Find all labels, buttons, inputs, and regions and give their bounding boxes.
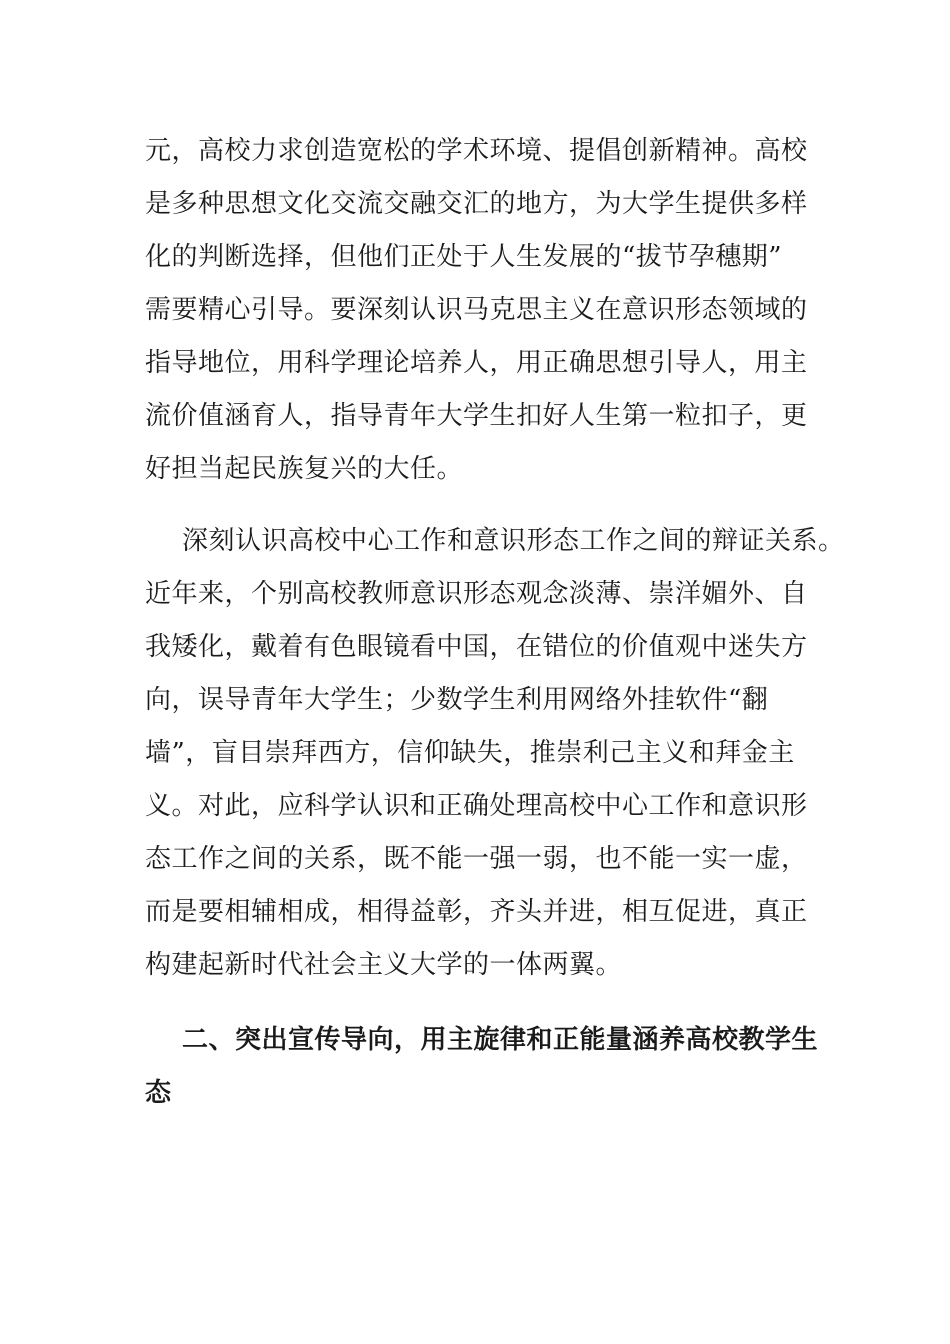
paragraph-line: 向，误导青年大学生；少数学生利用网络外挂软件“翻 (145, 685, 769, 715)
paragraph-line: 化的判断选择，但他们正处于人生发展的“拔节孕穗期” (145, 242, 783, 272)
paragraph-line: 态工作之间的关系，既不能一强一弱，也不能一实一虚， (145, 844, 808, 874)
paragraph-line: 构建起新时代社会主义大学的一体两翼。 (145, 950, 623, 980)
heading-line: 二、突出宣传导向，用主旋律和正能量涵养高校教学生 (182, 1025, 819, 1055)
paragraph-line: 是多种思想文化交流交融交汇的地方，为大学生提供多样 (145, 189, 808, 219)
paragraph-line: 义。对此，应科学认识和正确处理高校中心工作和意识形 (145, 791, 808, 821)
paragraph-line: 指导地位，用科学理论培养人，用正确思想引导人，用主 (145, 348, 808, 378)
paragraph-line: 流价值涵育人，指导青年大学生扣好人生第一粒扣子，更 (145, 401, 808, 431)
paragraph-line: 深刻认识高校中心工作和意识形态工作之间的辩证关系。 (182, 526, 845, 556)
heading-line: 态 (145, 1078, 172, 1108)
paragraph-line: 需要精心引导。要深刻认识马克思主义在意识形态领域的 (145, 295, 808, 325)
paragraph-line: 我矮化，戴着有色眼镜看中国，在错位的价值观中迷失方 (145, 632, 808, 662)
paragraph-line: 而是要相辅相成，相得益彰，齐头并进，相互促进，真正 (145, 897, 808, 927)
paragraph-line: 近年来，个别高校教师意识形态观念淡薄、崇洋媚外、自 (145, 579, 808, 609)
paragraph-line: 元，高校力求创造宽松的学术环境、提倡创新精神。高校 (145, 136, 808, 166)
paragraph-line: 墙”，盲目崇拜西方，信仰缺失，推崇利己主义和拜金主 (145, 738, 795, 768)
paragraph-line: 好担当起民族复兴的大任。 (145, 454, 464, 484)
